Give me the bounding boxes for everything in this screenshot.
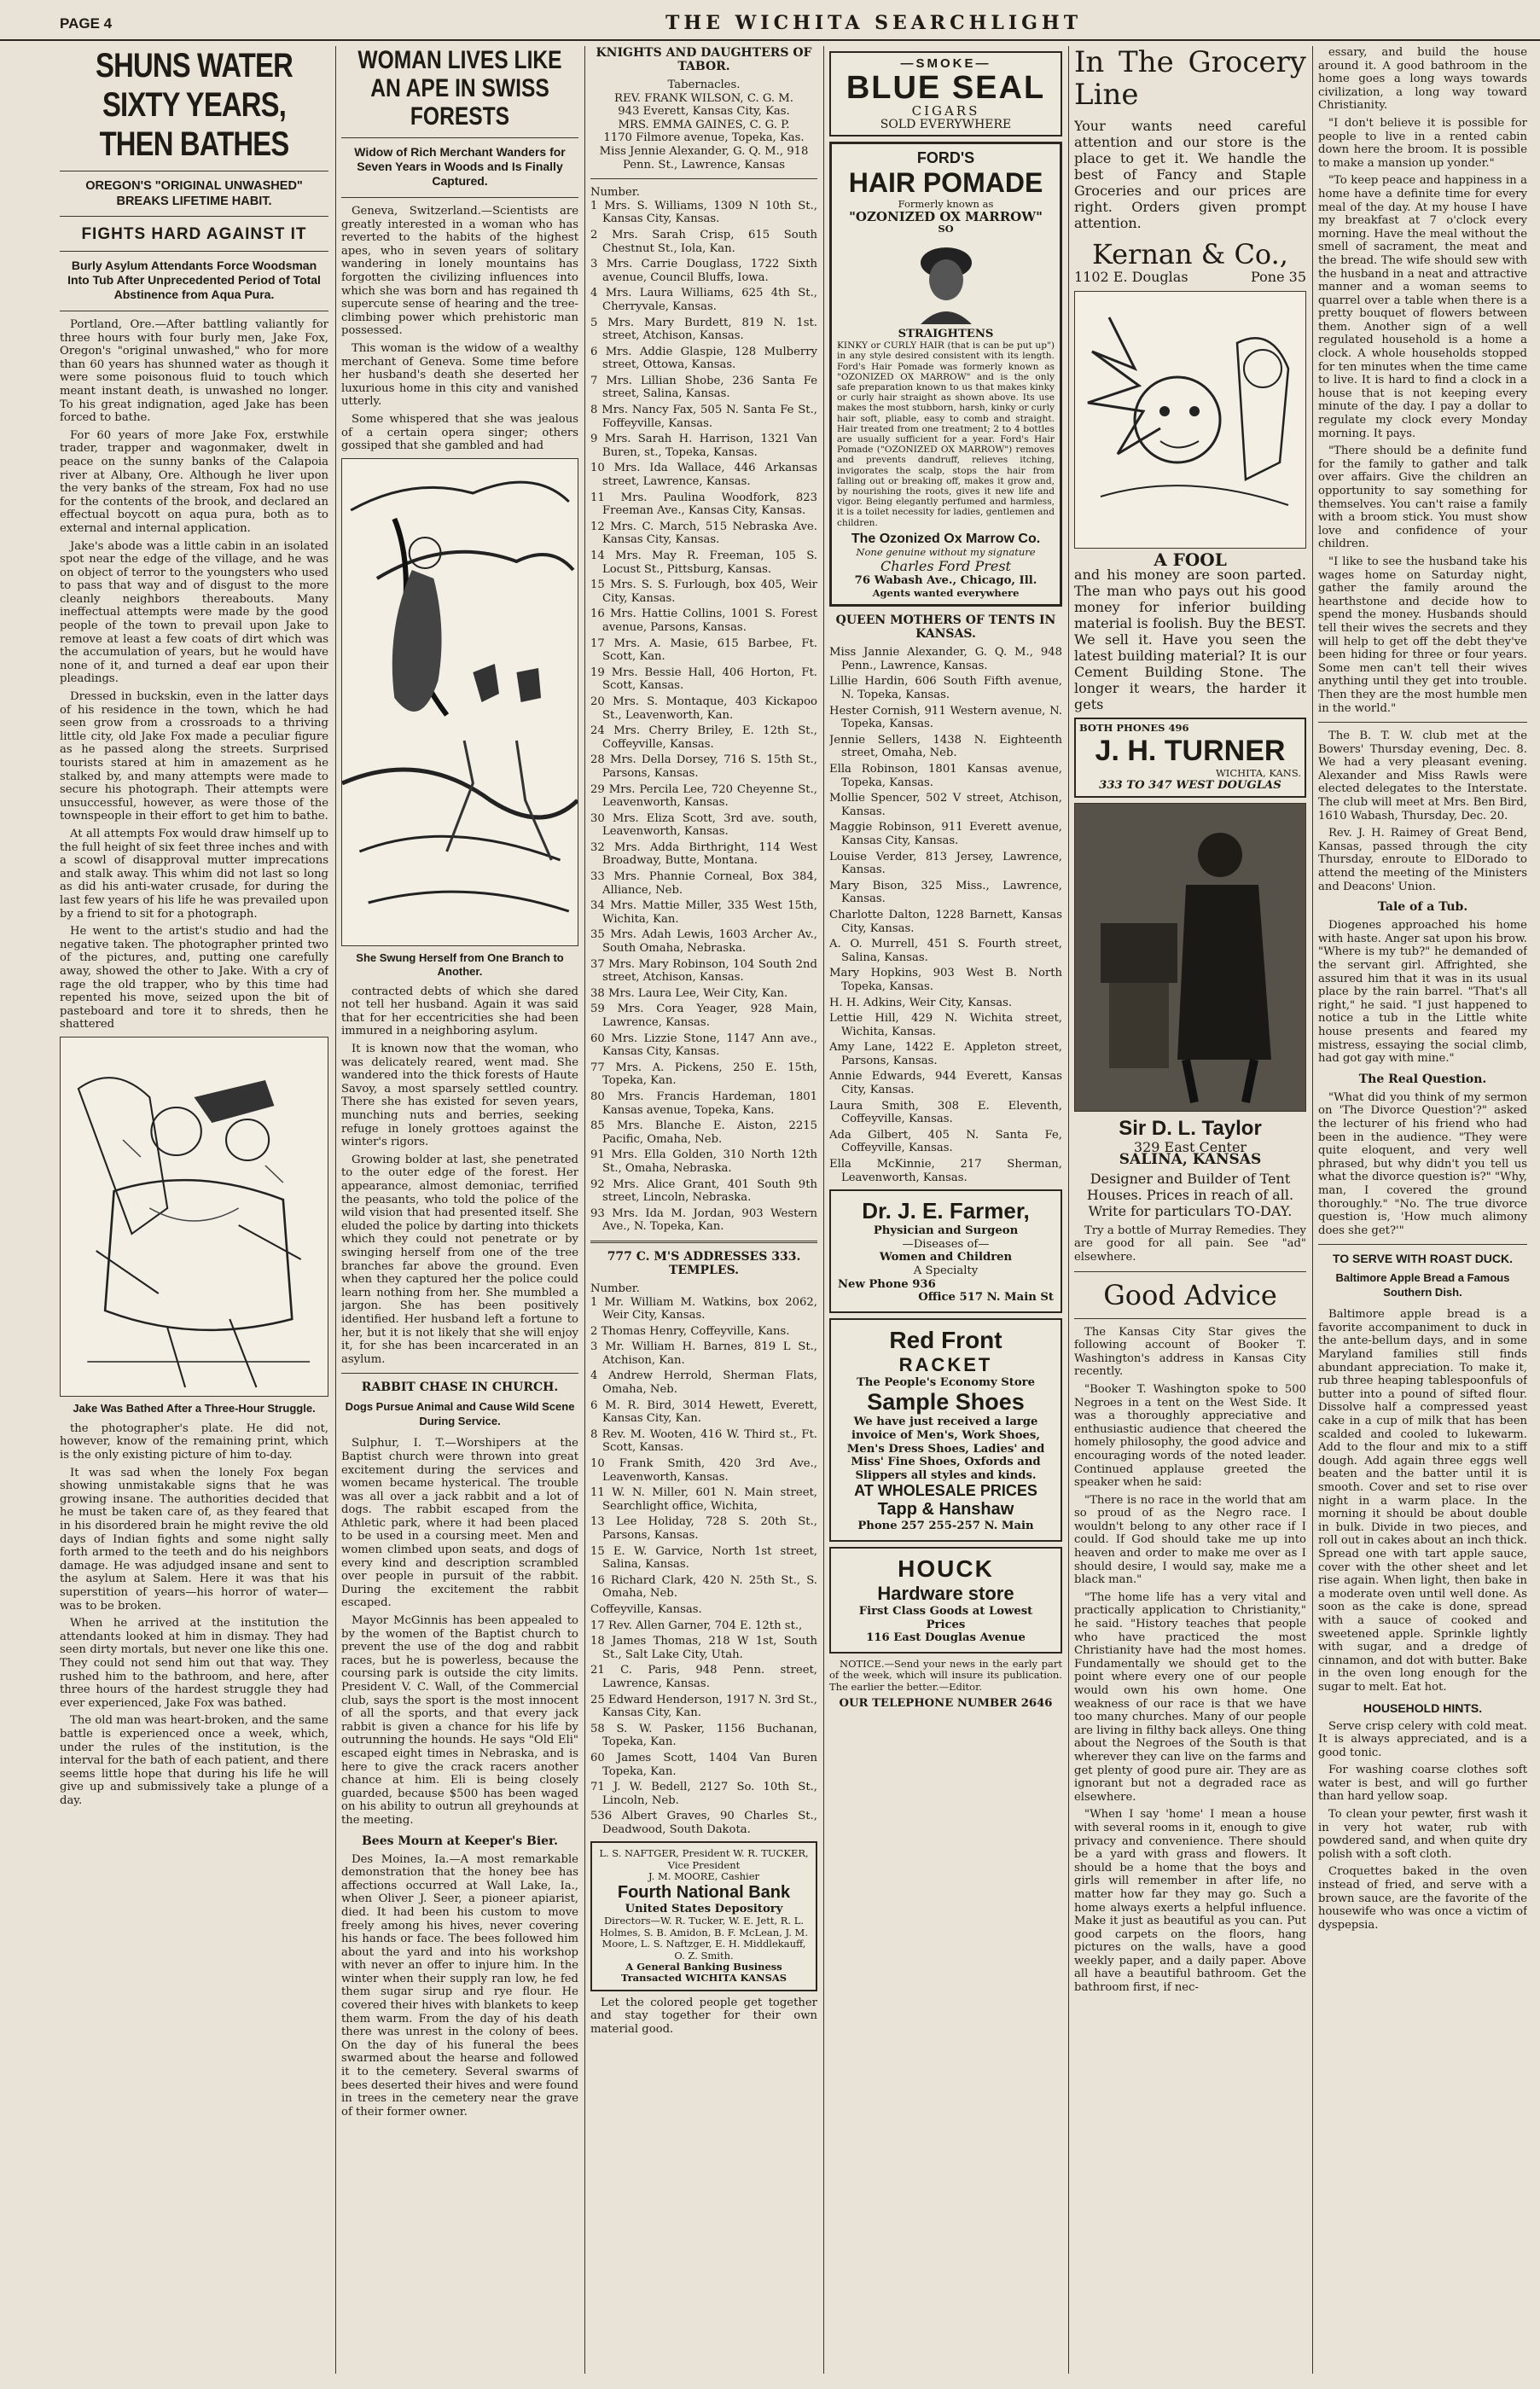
photo-taylor: [1074, 803, 1306, 1112]
article-body: [341, 205, 578, 453]
raimey-note: Rev. J. H. Raimey of Great Bend, Kansas, passed through the city Thursday, enroute to ElDorado to attend the meeting of the Ministers and Deacons' Union.: [1318, 827, 1527, 893]
paragraph: the photographer's plate. He did not, however, know of the remaining print, which is the only existing picture of him to-day.: [60, 1421, 328, 1462]
headline-bees: Bees Mourn at Keeper's Bier.: [361, 1834, 559, 1848]
houck-l3: First Class Goods at Lowest Prices: [858, 1604, 1033, 1631]
list-item: 92 Mrs. Alice Grant, 401 South 9th street, Lincoln, Nebraska.: [590, 1177, 817, 1205]
list-item: 16 Mrs. Hattie Collins, 1001 S. Forest avenue, Parsons, Kansas.: [590, 607, 817, 634]
farmer-phone: New Phone 936: [838, 1277, 936, 1291]
list-item: 32 Mrs. Adda Birthright, 114 West Broadway, Butte, Montana.: [590, 840, 817, 868]
section-heading: QUEEN MOTHERS OF TENTS IN KANSAS.: [835, 613, 1056, 642]
portrait-photo-icon: [1075, 804, 1305, 1111]
list-item: Coffeyville, Kansas.: [590, 1602, 702, 1616]
paragraph: When he arrived at the institution the attendants looked at him in dismay. They had seen dirty mortals, but never one like this one. They could not send him out that way. They rushed him to the bathroom, and here, after three hours of the hardest struggle they had ever experienced, Jake Fox was bathed.: [60, 1617, 328, 1710]
smoke-label: —SMOKE—: [900, 56, 991, 71]
article-body: [341, 1853, 578, 2119]
list-item: 33 Mrs. Phannie Corneal, Box 384, Alliance, Neb.: [590, 870, 817, 897]
list-item: 11 W. N. Miller, 601 N. Main street, Searchlight office, Wichita,: [590, 1486, 817, 1513]
fool-illustration-icon: [1075, 292, 1305, 548]
list-item: A. O. Murrell, 451 S. Fourth street, Salina, Kansas.: [829, 938, 1062, 964]
divider: [590, 1241, 817, 1243]
illustration-fool: [1074, 291, 1306, 549]
farmer-title: Physician and Surgeon: [873, 1224, 1019, 1238]
fool-body: and his money are soon parted. The man who pays out his good money for inferior building material is foolish. Buy the BEST. We sell it. Have you seen the latest building material? It is our Cement Building Stone. The longer it wears, the harder it gets: [1074, 567, 1306, 713]
paragraph: "There should be a definite fund for the family to gather and talk over affairs. Give the children an opportunity to say something for themselves. You can't raise a family with a broom stick. You must show love and confidence of your children.: [1318, 445, 1527, 551]
telephone-number: OUR TELEPHONE NUMBER 2646: [839, 1696, 1053, 1710]
pomade-so: SO: [938, 223, 954, 235]
deck: Dogs Pursue Animal and Cause Wild Scene During Service.: [345, 1400, 575, 1428]
list-item: 28 Mrs. Della Dorsey, 716 S. 15th St., Parsons, Kansas.: [590, 753, 817, 780]
list-item: 59 Mrs. Cora Yeager, 928 Main, Lawrence, Kansas.: [590, 1003, 817, 1029]
racket-body: We have just received a large invoice of Men's, Work Shoes, Men's Dress Shoes, Ladies' and Miss' Fine Shoes, Oxfords and Slippers all styles and kinds.: [846, 1415, 1045, 1482]
list-item: 30 Mrs. Eliza Scott, 3rd ave. south, Leavenworth, Kansas.: [590, 811, 817, 839]
paragraph: "Booker T. Washington spoke to 500 Negroes in a tent on the West Side. It was a thoroughly appreciative and enthusiastic audience that cheered the homely philosophy, the good advice and encouraging words of the noted leader. Continued applause greeted the speaker when he said:: [1074, 1382, 1306, 1490]
farmer-women: Women and Children: [879, 1251, 1013, 1264]
list-item: Lillie Hardin, 606 South Fifth avenue, N. Topeka, Kansas.: [829, 675, 1062, 702]
officer-line: MRS. EMMA GAINES, C. G. P.: [618, 118, 790, 131]
article-body: [60, 1422, 328, 1808]
column-rule: [1312, 46, 1313, 2374]
paragraph: The old man was heart-broken, and the same battle is experienced once a week, which, under the rules of the institution, is the interval for the bath of each patient, and there seems little hope that during his life he will give up and submissively take a plunge of a day.: [60, 1714, 328, 1807]
deck: Burly Asylum Attendants Force Woodsman Into Tub After Unprecedented Period of Total Abstinence from Aqua Pura.: [67, 259, 321, 301]
list-item: 80 Mrs. Francis Hardeman, 1801 Kansas avenue, Topeka, Kans.: [590, 1090, 817, 1117]
paragraph: It is known now that the woman, who was delicately reared, went mad. She wandered into the thick forests of Haute Savoy, a most sparsely settled country. There she has existed for seven years, munching nuts and berries, seeking refuge in lonely grottoes against the winter's rigors.: [341, 1043, 578, 1149]
paragraph: "When I say 'home' I mean a house with several rooms in it, enough to give privacy and convenience. There should be a yard with grass and flowers. It should be a home that the boys and girls will remember in after life, no matter how far they may go. Such a home always exerts a helpful influence. Make it just as beautiful as you can. Put good carpets on the floors, hang pictures on the walls, have a good weekly paper, and a daily paper. Above all have a beautiful bathroom. Get the bathroom first, if nec-: [1074, 1808, 1306, 1995]
farmer-diseases: —Diseases of—: [902, 1237, 990, 1251]
bank-name: Fourth National Bank: [617, 1882, 791, 1902]
bank-cashier: J. M. MOORE, Cashier: [648, 1870, 760, 1883]
headline-rabbit-chase: RABBIT CHASE IN CHURCH.: [361, 1381, 559, 1395]
list-item: 3 Mrs. Carrie Douglass, 1722 Sixth avenue, Council Bluffs, Iowa.: [590, 258, 817, 284]
list-item: 58 S. W. Pasker, 1156 Buchanan, Topeka, Kan.: [590, 1722, 817, 1749]
page-header: [0, 5, 1540, 41]
officer-line: REV. FRANK WILSON, C. G. M.: [614, 91, 793, 105]
portrait-illustration: [895, 239, 997, 324]
racket-l4: Sample Shoes: [867, 1389, 1025, 1415]
tub-heading: Tale of a Tub.: [1377, 900, 1468, 915]
headline-shuns-water: SHUNS WATER SIXTY YEARS, THEN BATHES: [96, 47, 293, 163]
illustration-bath-struggle: [60, 1037, 328, 1397]
list-item: 85 Mrs. Blanche E. Aiston, 2215 Pacific, Omaha, Neb.: [590, 1119, 817, 1146]
tabernacle-list: [590, 200, 817, 1234]
racket-ad: [829, 1318, 1062, 1542]
column-rule: [335, 46, 336, 2374]
farmer-spec: A Specialty: [913, 1264, 979, 1277]
list-item: Charlotte Dalton, 1228 Barnett, Kansas City, Kansas.: [829, 908, 1062, 935]
list-item: 1 Mrs. S. Williams, 1309 N 10th St., Kansas City, Kansas.: [590, 199, 817, 226]
bank-officers: L. S. NAFTGER, President W. R. TUCKER, Vice President: [599, 1847, 809, 1871]
remedies-note: Try a bottle of Murray Remedies. They are good for all pain. See "ad" elsewhere.: [1074, 1224, 1306, 1264]
cigars-label: CIGARS: [911, 103, 980, 119]
paragraph: "The home life has a very vital and practically application to Christianity," he said. "History teaches that people who have practiced the most Christianity have had the most homes. Fundamentally we should get to the point where every one of our people would own his own home. One weakness of our race is that we have too many churches. Many of our people are living in filthy back alleys. One thing about the Negroes of the South is that wherever they can live on the farms and get plenty of good pure air. They are as ignorant but not a degraded race as elsewhere.: [1074, 1590, 1306, 1804]
list-item: Ada Gilbert, 405 N. Santa Fe, Coffeyville, Kansas.: [829, 1128, 1062, 1155]
taylor-body: Designer and Builder of Tent Houses. Prices in reach of all. Write for particulars TO-DAY.: [1086, 1170, 1294, 1219]
pomade-company: The Ozonized Ox Marrow Co.: [851, 531, 1041, 546]
divider: [1074, 1318, 1306, 1319]
turner-phone: BOTH PHONES 496: [1079, 722, 1189, 735]
officers-list: [590, 92, 817, 172]
column-4: [829, 46, 1062, 2374]
houck-l4: 116 East Douglas Avenue: [866, 1631, 1026, 1645]
column-rule: [823, 46, 824, 2374]
footer-note: Let the colored people get together and stay together for their own material good.: [590, 1996, 817, 2036]
bath-illustration-icon: [61, 1038, 328, 1396]
question-body: "What did you think of my sermon on 'The Divorce Question'?" asked the lecturer of his friend who had been in the audience. "They were quite eloquent, and very well phrased, but why didn't you tell us what the divorce question is?" "Why, man, I covered the ground thoroughly." "No. The true divorce question is, 'How much alimony does she get?'": [1318, 1090, 1527, 1237]
article-body: [60, 318, 328, 1032]
number-label: Number.: [590, 1282, 640, 1295]
taylor-address-1: 329 East Center: [1133, 1138, 1247, 1155]
list-item: 38 Mrs. Laura Lee, Weir City, Kan.: [590, 986, 788, 1000]
taylor-name: Sir D. L. Taylor: [1119, 1116, 1262, 1140]
list-item: 15 E. W. Garvice, North 1st street, Salina, Kansas.: [590, 1544, 817, 1572]
list-item: 17 Mrs. A. Masie, 615 Barbee, Ft. Scott, Kan.: [590, 636, 817, 664]
paragraph: For 60 years of more Jake Fox, erstwhile trader, trapper and wagonmaker, dwelt in peace on the sunny banks of the Calapoia river at Albany, Ore. Although he liver upon the very banks of the stream, Fox had no use for the contents of the brook, and declared an effectual boycott on aqua pura, both as to external and internal application.: [60, 428, 328, 535]
list-item: Miss Jannie Alexander, G. Q. M., 948 Penn., Lawrence, Kansas.: [829, 646, 1062, 672]
divider: [60, 216, 328, 217]
column-rule: [1068, 46, 1069, 2374]
farmer-office: Office 517 N. Main St: [918, 1291, 1054, 1305]
list-item: 60 Mrs. Lizzie Stone, 1147 Ann ave., Kansas City, Kansas.: [590, 1032, 817, 1059]
list-item: 37 Mrs. Mary Robinson, 104 South 2nd street, Atchison, Kansas.: [590, 957, 817, 985]
list-item: 24 Mrs. Cherry Briley, E. 12th St., Coffeyville, Kansas.: [590, 724, 817, 751]
list-item: 20 Mrs. S. Montaque, 403 Kickapoo St., Leavenworth, Kan.: [590, 695, 817, 722]
blue-seal-ad: [829, 51, 1062, 137]
column-2: [341, 46, 578, 2374]
list-item: 18 James Thomas, 218 W 1st, South St., Salt Lake City, Utah.: [590, 1635, 817, 1661]
list-item: Laura Smith, 308 E. Eleventh, Coffeyville, Kansas.: [829, 1099, 1062, 1126]
list-item: Jennie Sellers, 1438 N. Eighteenth street, Omaha, Neb.: [829, 733, 1062, 760]
list-item: 10 Mrs. Ida Wallace, 446 Arkansas street, Lawrence, Kansas.: [590, 462, 817, 489]
pomade-company-tag: None genuine without my signature: [856, 545, 1036, 558]
pomade-ozonized: "OZONIZED OX MARROW": [849, 208, 1043, 224]
divider: [341, 197, 578, 198]
sold-label: SOLD EVERYWHERE: [880, 117, 1012, 131]
turner-location: WICHITA, KANS.: [1215, 766, 1301, 779]
list-item: 12 Mrs. C. March, 515 Nebraska Ave. Kansas City, Kansas.: [590, 520, 817, 547]
paragraph: Growing bolder at last, she penetrated to the outer edge of the forest. Her appearance, almost demoniac, terrified the peasants, who told the police of the wild vision that had presented itself. She eluded the police by darting into thickets which they could not penetrate or by swinging herself from one of the tree branches far above the ground. Even when they captured her the police could learn nothing from her. She mumbled a jargon. She has been positively identified. Her husband left a fortune to her, but it is not likely that she will enjoy it, for she has been incarcerated in an asylum.: [341, 1153, 578, 1366]
hint-item: Croquettes baked in the oven instead of fried, and serve with a brown sauce, are the favorite of the housewife who was once a victim of dyspepsia.: [1318, 1865, 1527, 1932]
turner-address: 333 TO 347 WEST DOUGLAS: [1099, 779, 1281, 792]
masthead: THE WICHITA SEARCHLIGHT: [665, 12, 1083, 34]
list-item: Ella McKinnie, 217 Sherman, Leavenworth, Kansas.: [829, 1158, 1062, 1184]
list-item: 10 Frank Smith, 420 3rd Ave., Leavenworth, Kansas.: [590, 1457, 817, 1484]
racket-l2: RACKET: [898, 1353, 993, 1375]
houck-l1: HOUCK: [898, 1555, 994, 1582]
list-item: 13 Lee Holiday, 728 S. 20th St., Parsons, Kansas.: [590, 1515, 817, 1542]
hints-list: [1318, 1720, 1527, 1933]
list-item: Annie Edwards, 944 Everett, Kansas City, Kansas.: [829, 1070, 1062, 1097]
racket-l6: Tapp & Hanshaw: [877, 1500, 1014, 1520]
racket-l3: The People's Economy Store: [856, 1375, 1036, 1389]
notice: NOTICE.—Send your news in the early part of the week, which will insure its publication. The earlier the better.—Editor.: [829, 1657, 1062, 1693]
list-item: 6 M. R. Bird, 3014 Hewett, Everett, Kansas City, Kan.: [590, 1398, 817, 1426]
list-item: Ella Robinson, 1801 Kansas avenue, Topeka, Kansas.: [829, 763, 1062, 789]
pomade-address: 76 Wabash Ave., Chicago, Ill.: [854, 574, 1037, 588]
list-item: 8 Mrs. Nancy Fax, 505 N. Santa Fe St., Foffeyville, Kansas.: [590, 404, 817, 430]
farmer-ad: [829, 1189, 1062, 1313]
divider: [1318, 1244, 1527, 1245]
paragraph: At all attempts Fox would draw himself up to the full height of six feet three inches and with a scowl of disapproval mutter imprecations and stalk away. This whim did not last so long as did his anti-water crusade, for during the last few years of his life he was prevailed upon by a friend to sit for a photograph.: [60, 827, 328, 921]
farmer-name: Dr. J. E. Farmer,: [862, 1198, 1030, 1224]
headline-woman-ape: WOMAN LIVES LIKE AN APE IN SWISS FORESTS: [357, 46, 562, 131]
paragraph: Dressed in buckskin, even in the latter days of his residence in the town, which he had seen grow from a crossroads to a thriving little city, old Jake Fox made a peculiar figure as he passed along the streets. Surprised tourists stared at him in amazement as he stalked by, and many attempts were made to secure his photograph. Their attempts were unsuccessful, however, as were those of the townspeople in their effort to get him to bathe.: [60, 690, 328, 823]
list-item: 536 Albert Graves, 90 Charles St., Deadwood, South Dakota.: [590, 1810, 817, 1836]
paragraph: essary, and build the house around it. A good bathroom in the home goes a long ways towards civilization, a long way toward Christianity.: [1318, 46, 1527, 113]
paragraph: This woman is the widow of a wealthy merchant of Geneva. Some time before her husband's death she deserted her luxurious home in this city and vanished utterly.: [341, 341, 578, 409]
bank-ad: [590, 1841, 817, 1991]
pomade-brand: FORD'S: [916, 149, 975, 167]
woman-portrait-icon: [895, 239, 997, 324]
list-item: 4 Mrs. Laura Williams, 625 4th St., Cherryvale, Kansas.: [590, 287, 817, 313]
divider: [60, 251, 328, 252]
divider: [1074, 1271, 1306, 1272]
list-item: 25 Edward Henderson, 1917 N. 3rd St., Kansas City, Kan.: [590, 1693, 817, 1720]
pomade-body: KINKY or CURLY HAIR (that is can be put up") in any style desired consistent with its length. Ford's Hair Pomade was formerly known as "OZONIZED OX MARROW" and is the only safe preparation known to us that makes kinky or curly hair straight as shown above. Its use makes the most stubborn, harsh, kinky or curly hair soft, pliable, easy to comb and straight. Hair treated from one treatment; 2 to 4 bottles are usually sufficient for a year. Ford's Hair Pomade ("OZONIZED OX MARROW") removes and prevents dandruff, relieves itching, invigorates the scalp, stops the hair from falling out or breaking off, makes it grow and, by nourishing the roots, gives it new life and vigor. Being elegantly perfumed and harmless, it is a toilet necessity for ladies, gentlemen and children.: [837, 340, 1055, 528]
kernan-contact: [1074, 270, 1306, 284]
column-1: [60, 46, 328, 2374]
pomade-title: HAIR POMADE: [848, 167, 1043, 199]
deck: OREGON'S "ORIGINAL UNWASHED" BREAKS LIFETIME HABIT.: [85, 179, 303, 208]
temple-list: [590, 1296, 817, 1837]
hint-item: To clean your pewter, first wash it in very hot water, rub with powdered sand, and when quite dry polish with a soft cloth.: [1318, 1808, 1527, 1861]
houck-l2: Hardware store: [877, 1582, 1014, 1604]
tree-woman-illustration-icon: [342, 459, 578, 945]
houck-ad: [829, 1547, 1062, 1654]
queen-mothers-list: [829, 646, 1062, 1184]
number-label: Number.: [590, 186, 640, 200]
paragraph: He went to the artist's studio and had the negative taken. The photographer printed two of the pictures, and, putting one carefully away, showed the other to Jake. With a cry of rage the old trapper, who by this time had repented his move, seized upon the bit of pasteboard and tore it to shreds, then he shattered: [60, 925, 328, 1032]
section-sub: Tabernacles.: [667, 78, 741, 91]
paragraph: Portland, Ore.—After battling valiantly for three hours with four burly men, Jake Fox, Oregon's "original unwashed," who for more than 60 years has shunned water as though it were some poisonous fluid to touch which meant instant death, is unwashed no longer. To his great indignation, aged Jake has been forced to bathe.: [60, 318, 328, 425]
column-3: [590, 46, 817, 2374]
article-body: [1074, 1326, 1306, 1995]
divider: [341, 1373, 578, 1374]
list-item: Maggie Robinson, 911 Everett avenue, Kansas City, Kansas.: [829, 821, 1062, 847]
list-item: Amy Lane, 1422 E. Appleton street, Parsons, Kansas.: [829, 1041, 1062, 1067]
list-item: 93 Mrs. Ida M. Jordan, 903 Western Ave., N. Topeka, Kan.: [590, 1206, 817, 1234]
list-item: 2 Thomas Henry, Coffeyville, Kans.: [590, 1324, 790, 1338]
list-item: 5 Mrs. Mary Burdett, 819 N. 1st. street, Atchison, Kansas.: [590, 316, 817, 343]
list-item: Mary Hopkins, 903 West B. North Topeka, Kansas.: [829, 967, 1062, 993]
turner-ad: [1074, 718, 1306, 797]
kernan-address: 1102 E. Douglas: [1074, 269, 1188, 285]
list-item: 29 Mrs. Percila Lee, 720 Cheyenne St., Leavenworth, Kansas.: [590, 782, 817, 810]
paragraph: Geneva, Switzerland.—Scientists are greatly interested in a woman who has reverted to the habits of the highest apes, who in seven years of solitary wandering in lonely mountains has forgotten the civilizing influences into which she was born and has regained th supercute sense of hearing and the tree-climbing power which prehistoric man possessed.: [341, 205, 578, 338]
grocery-body: Your wants need careful attention and our store is the place to get it. We handle the best of Fancy and Staple Groceries and our prices are right. Orders given prompt attention.: [1074, 118, 1306, 231]
list-item: 3 Mr. William H. Barnes, 819 L St., Atchison, Kan.: [590, 1340, 817, 1367]
list-item: 91 Mrs. Ella Golden, 310 North 12th St., Omaha, Nebraska.: [590, 1148, 817, 1175]
fool-title: A FOOL: [1154, 549, 1227, 570]
question-heading: The Real Question.: [1358, 1072, 1487, 1086]
hint-item: Serve crisp celery with cold meat. It is always appreciated, and is a good tonic.: [1318, 1719, 1527, 1759]
list-item: 17 Rev. Allen Garner, 704 E. 12th st.,: [590, 1619, 803, 1632]
blue-seal-title: BLUE SEAL: [846, 70, 1046, 106]
paragraph: It was sad when the lonely Fox began showing unmistakable signs that he was growing insane. The authorities decided that he must be taken care of, as they feared that in his disordered brain he might revive the old days of Indian fights and some night sally forth armed to the teeth and do his neighbors damage. He was adjudged insane and sent to the asylum at Salem. Here it was that his superstition of years—his horror of water—was to be broken.: [60, 1466, 328, 1613]
column-rule: [584, 46, 585, 2374]
paragraph: contracted debts of which she dared not tell her husband. Again it was said that for her eccentricities she had been immured in a neighboring asylum.: [341, 985, 578, 1038]
deck: FIGHTS HARD AGAINST IT: [81, 225, 307, 243]
list-item: 9 Mrs. Sarah H. Harrison, 1321 Van Buren, st., Topeka, Kansas.: [590, 433, 817, 459]
turner-name: J. H. TURNER: [1095, 734, 1286, 767]
racket-l5: AT WHOLESALE PRICES: [854, 1482, 1037, 1500]
good-advice-title: Good Advice: [1103, 1278, 1277, 1311]
section-heading: 777 C. M'S ADDRESSES 333. TEMPLES.: [607, 1249, 801, 1277]
hair-pomade-ad: [829, 142, 1062, 607]
racket-l7: Phone 257 255-257 N. Main: [857, 1520, 1034, 1533]
pomade-signature: Charles Ford Prest: [880, 558, 1011, 575]
paragraph: Jake's abode was a little cabin in an isolated spot near the edge of the village, and he was on object of terror to the youngsters who used to pass that way and of disgust to the more cleanly neighbors thereabouts. Many ineffectual attempts were made by the good people of the town to prevail upon Jake to remove at least a few coats of dirt which was the accumulation of years, but he would have none of it, and turned a deaf ear upon their pleadings.: [60, 539, 328, 686]
roast-sub: Baltimore Apple Bread a Famous Southern Dish.: [1335, 1271, 1510, 1299]
article-body: [1318, 46, 1527, 715]
list-item: 11 Mrs. Paulina Woodfork, 823 Freeman Ave., Kansas City, Kansas.: [590, 491, 817, 518]
divider: [590, 178, 817, 179]
pomade-formerly: Formerly known as: [898, 198, 994, 211]
column-5: [1074, 46, 1306, 2374]
list-item: 77 Mrs. A. Pickens, 250 E. 15th, Topeka, Kan.: [590, 1061, 817, 1088]
illustration-caption: She Swung Herself from One Branch to Another.: [356, 950, 564, 978]
bank-sub: United States Depository: [625, 1902, 783, 1915]
bank-directors: Directors—W. R. Tucker, W. E. Jett, R. L. Holmes, S. B. Amidon, B. F. McLean, J. M. Moore, L. S. Naftzger, E. H. Middlekauff, O. Z. Smith.: [600, 1915, 808, 1962]
list-item: 8 Rev. M. Wooten, 416 W. Third st., Ft. Scott, Kansas.: [590, 1427, 817, 1455]
list-item: 15 Mrs. S. S. Furlough, box 405, Weir City, Kansas.: [590, 578, 817, 605]
list-item: 14 Mrs. May R. Freeman, 105 S. Locust St., Pittsburg, Kansas.: [590, 549, 817, 576]
column-6: [1318, 46, 1527, 2374]
grocery-title: In The Grocery Line: [1074, 46, 1306, 112]
pomade-agents: Agents wanted everywhere: [872, 586, 1020, 599]
list-item: 19 Mrs. Bessie Hall, 406 Horton, Ft. Scott, Kansas.: [590, 666, 817, 693]
officer-line: Miss Jennie Alexander, G. Q. M., 918 Penn. St., Lawrence, Kansas: [599, 144, 809, 171]
list-item: Hester Cornish, 911 Western avenue, N. Topeka, Kansas.: [829, 704, 1062, 731]
bank-tag: A General Banking Business Transacted WICHITA KANSAS: [620, 1960, 787, 1985]
list-item: 4 Andrew Herrold, Sherman Flats, Omaha, Neb.: [590, 1369, 817, 1397]
kernan-name: Kernan & Co.,: [1092, 238, 1288, 270]
officer-line: 1170 Filmore avenue, Topeka, Kas.: [603, 131, 805, 145]
list-item: H. H. Adkins, Weir City, Kansas.: [829, 996, 1013, 1009]
list-item: 6 Mrs. Addie Glaspie, 128 Mulberry street, Ottowa, Kansas.: [590, 345, 817, 372]
paragraph: Des Moines, Ia.—A most remarkable demonstration that the honey bee has affections occurred at Wall Lake, Ia., when Oliver J. Seer, a pioneer apiarist, died. It had been his custom to move freely among his hives, never covering his hands or face. The bees followed him about the yard and into his workshop with never an offer to injure him. In the winter when their supply ran low, he fed them sugar sirup and rye flour. He covered their hives with blankets to keep them warm. From the day of his death there was unrest in the colony of bees. On the day of his funeral the bees swarmed about the hearse and followed it to the cemetery. Several swarms of bees deserted their hives and were found in trees in the cemetery near the grave of their former owner.: [341, 1852, 578, 2119]
illustration-woman-tree: [341, 458, 578, 946]
list-item: Mary Bison, 325 Miss., Lawrence, Kansas.: [829, 879, 1062, 906]
paragraph: "I don't believe it is possible for people to live in a rented cabin down here the broom. It is possible to make a mansion up yonder.": [1318, 116, 1527, 170]
officer-line: 943 Everett, Kansas City, Kas.: [618, 105, 790, 119]
list-item: 2 Mrs. Sarah Crisp, 615 South Chestnut St., Iola, Kan.: [590, 228, 817, 255]
tub-body: Diogenes approached his home with haste. Anger sat upon his brow. "Where is my tub?" he demanded of the servant girl. Affrighted, she assured him that it was in its usual place by the rain barrel. "That's all right," he said. "I just happened to notice a tub in the Little white house presents and feared my mistress, essaying the social climb, had got gay with mine.": [1318, 919, 1527, 1066]
article-body: [341, 1437, 578, 1827]
section-heading: KNIGHTS AND DAUGHTERS OF TABOR.: [596, 46, 812, 73]
paragraph: "To keep peace and happiness in a home have a definite time for every meal of the day. At my house I have my breakfast at 7 o'clock every morning. Have the meal without the smell of sacrament, the meat and the bread. The wife should sew with the husband in a neat and attractive manner and a woman seems to quarrel over a table when there is a pretty bouquet of flowers between them. Another sign of a well regulated household is a home a clock. A whole households stopped for ten minutes when the time came to live. It is hard to find a clock in a house that is not keeping every minute of the day. I pay a dollar to regulate my clock every Monday morning. It pays.: [1318, 174, 1527, 440]
page-number: PAGE 4: [60, 15, 113, 32]
hint-item: For washing coarse clothes soft water is best, and will go further than hard yellow soap.: [1318, 1764, 1527, 1804]
kernan-phone: Pone 35: [1251, 269, 1306, 285]
list-item: 1 Mr. William M. Watkins, box 2062, Weir City, Kansas.: [590, 1295, 817, 1322]
list-item: 16 Richard Clark, 420 N. 25th St., S. Omaha, Neb.: [590, 1573, 817, 1601]
article-body: [341, 985, 578, 1367]
paragraph: Sulphur, I. T.—Worshipers at the Baptist church were thrown into great excitement during the services and women became hysterical. The trouble was all over a jack rabbit and a lot of dogs. The rabbit escaped from the Athletic park, where it had been placed to be used in a coursing meet. Men and women climbed upon seats, and dogs of every kind and description scrambled over people in pursuit of the rabbit. During the excitement the rabbit escaped.: [341, 1437, 578, 1610]
roast-heading: TO SERVE WITH ROAST DUCK.: [1332, 1252, 1514, 1266]
list-item: 60 James Scott, 1404 Van Buren Topeka, Kan.: [590, 1751, 817, 1778]
deck: Widow of Rich Merchant Wanders for Seven Years in Woods and Is Finally Captured.: [354, 145, 566, 188]
illustration-caption: Jake Was Bathed After a Three-Hour Struggle.: [73, 1401, 316, 1415]
list-item: 71 J. W. Bedell, 2127 So. 10th St., Lincoln, Neb.: [590, 1781, 817, 1807]
divider: [1318, 722, 1527, 723]
list-item: Louise Verder, 813 Jersey, Lawrence, Kansas.: [829, 850, 1062, 877]
paragraph: "There is no race in the world that am so proud of as the Negro race. I wouldn't belong to any other race if I could. If God should take me up into heaven and order to make me over as I should desire, I would say, make me a black man.": [1074, 1493, 1306, 1587]
taylor-address-2: SALINA, KANSAS: [1119, 1151, 1262, 1169]
pomade-straightens: STRAIGHTENS: [898, 327, 994, 340]
roast-body: Baltimore apple bread is a favorite accompaniment to duck in the ante-bellum days, and in some Maryland families still finds abundant appreciation. To make it, rub three heaping tablespoonfuls of butter into a pound of sifted flour. Dissolve half a compressed yeast cake in a cup of milk that has been scalded and cooled to lukewarm. Add to the flour and mix to a stiff dough. Add again three eggs well beaten and the batter until it is smooth. Cover and set to rise over night in a warm place. In the morning it should be about double in bulk. Divide in two pieces, and roll out in cakes about an inch thick. Spread one with tart apple sauce, cover with the other sheet and let rise again. When light, then bake in a moderate oven until well done. As soon as the cake is done, spread with a sauce of cooked and sweetened apple. Sprinkle lightly with sugar, and a dredge of cinnamon, and dot with butter. Bake in the oven long enough for the sugar to melt. Eat hot.: [1318, 1308, 1527, 1694]
divider: [341, 137, 578, 138]
list-item: 21 C. Paris, 948 Penn. street, Lawrence, Kansas.: [590, 1664, 817, 1690]
btw-club: The B. T. W. club met at the Bowers' Thursday evening, Dec. 8. We had a very pleasant evening. Alexander and Miss Rawls were elected delegates to the Interstate. The club will meet at Mrs. Ben Bird, 1610 Wabash, Thursday, Dec. 20.: [1318, 729, 1527, 822]
list-item: Lettie Hill, 429 N. Wichita street, Wichita, Kansas.: [829, 1012, 1062, 1038]
paragraph: The Kansas City Star gives the following account of Booker T. Washington's address in Kansas City recently.: [1074, 1325, 1306, 1379]
paragraph: Mayor McGinnis has been appealed to by the women of the Baptist church to prevent the use of the dog and rabbit races, but he is powerless, because the coursing park is outside the city limits. President V. C. Wall, of the Commercial club, says the sport is the most innocent of all the sports, and that every jack rabbit is given a chance for his life by outrunning the hounds. He says "Old Eli" escaped eight times in Nebraska, and is here to give the crack racers another chance at him. Eli is being closely guarded, because $500 has been waged on his ability to outrun all greyhounds at the meeting.: [341, 1614, 578, 1827]
list-item: 34 Mrs. Mattie Miller, 335 West 15th, Wichita, Kan.: [590, 899, 817, 926]
paragraph: "I like to see the husband take his wages home on Saturday night, gather the family around the hearthstone and decide how to spend the money. Husbands should tell their wives the secrets and they will help to get off the debt they've been hiding for three or four years. Some men can't tell their wives anything until they get into trouble. Then they are the most humble men in the world.": [1318, 555, 1527, 715]
list-item: 35 Mrs. Adah Lewis, 1603 Archer Av., South Omaha, Nebraska.: [590, 928, 817, 956]
racket-l1: Red Front: [889, 1326, 1002, 1353]
paragraph: Some whispered that she was jealous of a certain opera singer; others gossiped that she gambled and had: [341, 412, 578, 453]
list-item: 7 Mrs. Lillian Shobe, 236 Santa Fe street, Salina, Kansas.: [590, 374, 817, 401]
hints-heading: HOUSEHOLD HINTS.: [1363, 1700, 1483, 1715]
list-item: Mollie Spencer, 502 V street, Atchison, Kansas.: [829, 792, 1062, 818]
